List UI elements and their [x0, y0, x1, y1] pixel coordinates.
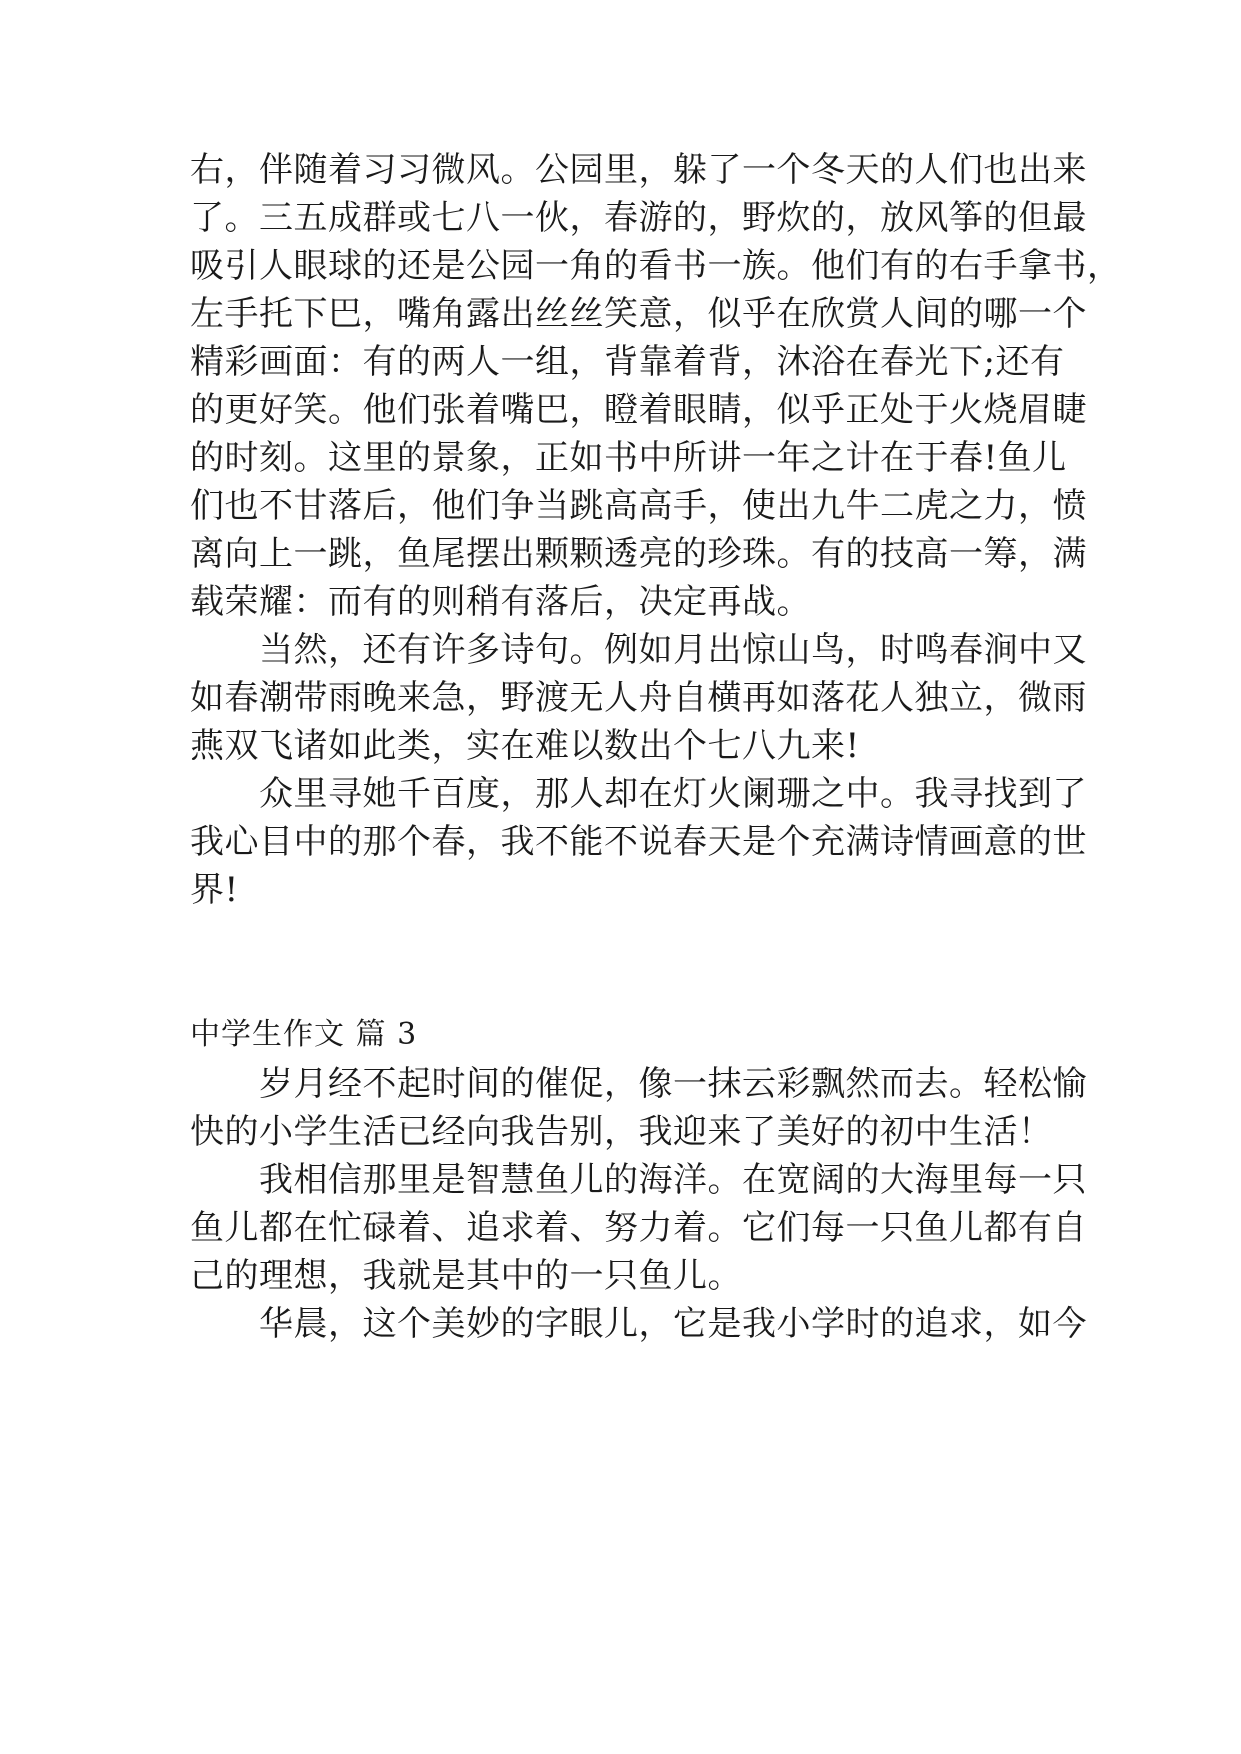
text-line: 我心目中的那个春，我不能不说春天是个充满诗情画意的世	[190, 822, 1087, 862]
text-line: 吸引人眼球的还是公园一角的看书一族。他们有的右手拿书，	[190, 246, 1122, 286]
text-line: 的时刻。这里的景象，正如书中所讲一年之计在于春!鱼儿	[190, 438, 1067, 478]
text-line: 燕双飞诸如此类，实在难以数出个七八九来!	[190, 726, 860, 766]
text-line: 华晨，这个美妙的字眼儿，它是我小学时的追求，如今	[190, 1304, 1087, 1344]
text-line: 我相信那里是智慧鱼儿的海洋。在宽阔的大海里每一只	[190, 1160, 1087, 1200]
text-line: 己的理想，我就是其中的一只鱼儿。	[190, 1256, 742, 1296]
text-line: 如春潮带雨晚来急，野渡无人舟自横再如落花人独立，微雨	[190, 678, 1087, 718]
text-line: 们也不甘落后，他们争当跳高高手，使出九牛二虎之力，愤	[190, 486, 1087, 526]
text-line: 右，伴随着习习微风。公园里，躲了一个冬天的人们也出来	[190, 150, 1087, 190]
text-line: 岁月经不起时间的催促，像一抹云彩飘然而去。轻松愉	[190, 1064, 1087, 1104]
text-line: 众里寻她千百度，那人却在灯火阑珊之中。我寻找到了	[190, 774, 1087, 814]
text-line: 精彩画面：有的两人一组，背靠着背，沐浴在春光下;还有	[190, 342, 1065, 382]
text-line: 离向上一跳，鱼尾摆出颗颗透亮的珍珠。有的技高一筹，满	[190, 534, 1087, 574]
text-line: 当然，还有许多诗句。例如月出惊山鸟，时鸣春涧中又	[190, 630, 1087, 670]
text-line: 快的小学生活已经向我告别，我迎来了美好的初中生活！	[190, 1112, 1053, 1152]
text-line: 载荣耀：而有的则稍有落后，决定再战。	[190, 582, 811, 622]
text-line: 了。三五成群或七八一伙，春游的，野炊的，放风筝的但最	[190, 198, 1087, 238]
text-line: 鱼儿都在忙碌着、追求着、努力着。它们每一只鱼儿都有自	[190, 1208, 1087, 1248]
text-line: 的更好笑。他们张着嘴巴，瞪着眼睛，似乎正处于火烧眉睫	[190, 390, 1087, 430]
text-line: 界!	[190, 870, 239, 910]
text-line: 左手托下巴，嘴角露出丝丝笑意，似乎在欣赏人间的哪一个	[190, 294, 1087, 334]
section-heading: 中学生作文 篇 3	[190, 1017, 418, 1052]
